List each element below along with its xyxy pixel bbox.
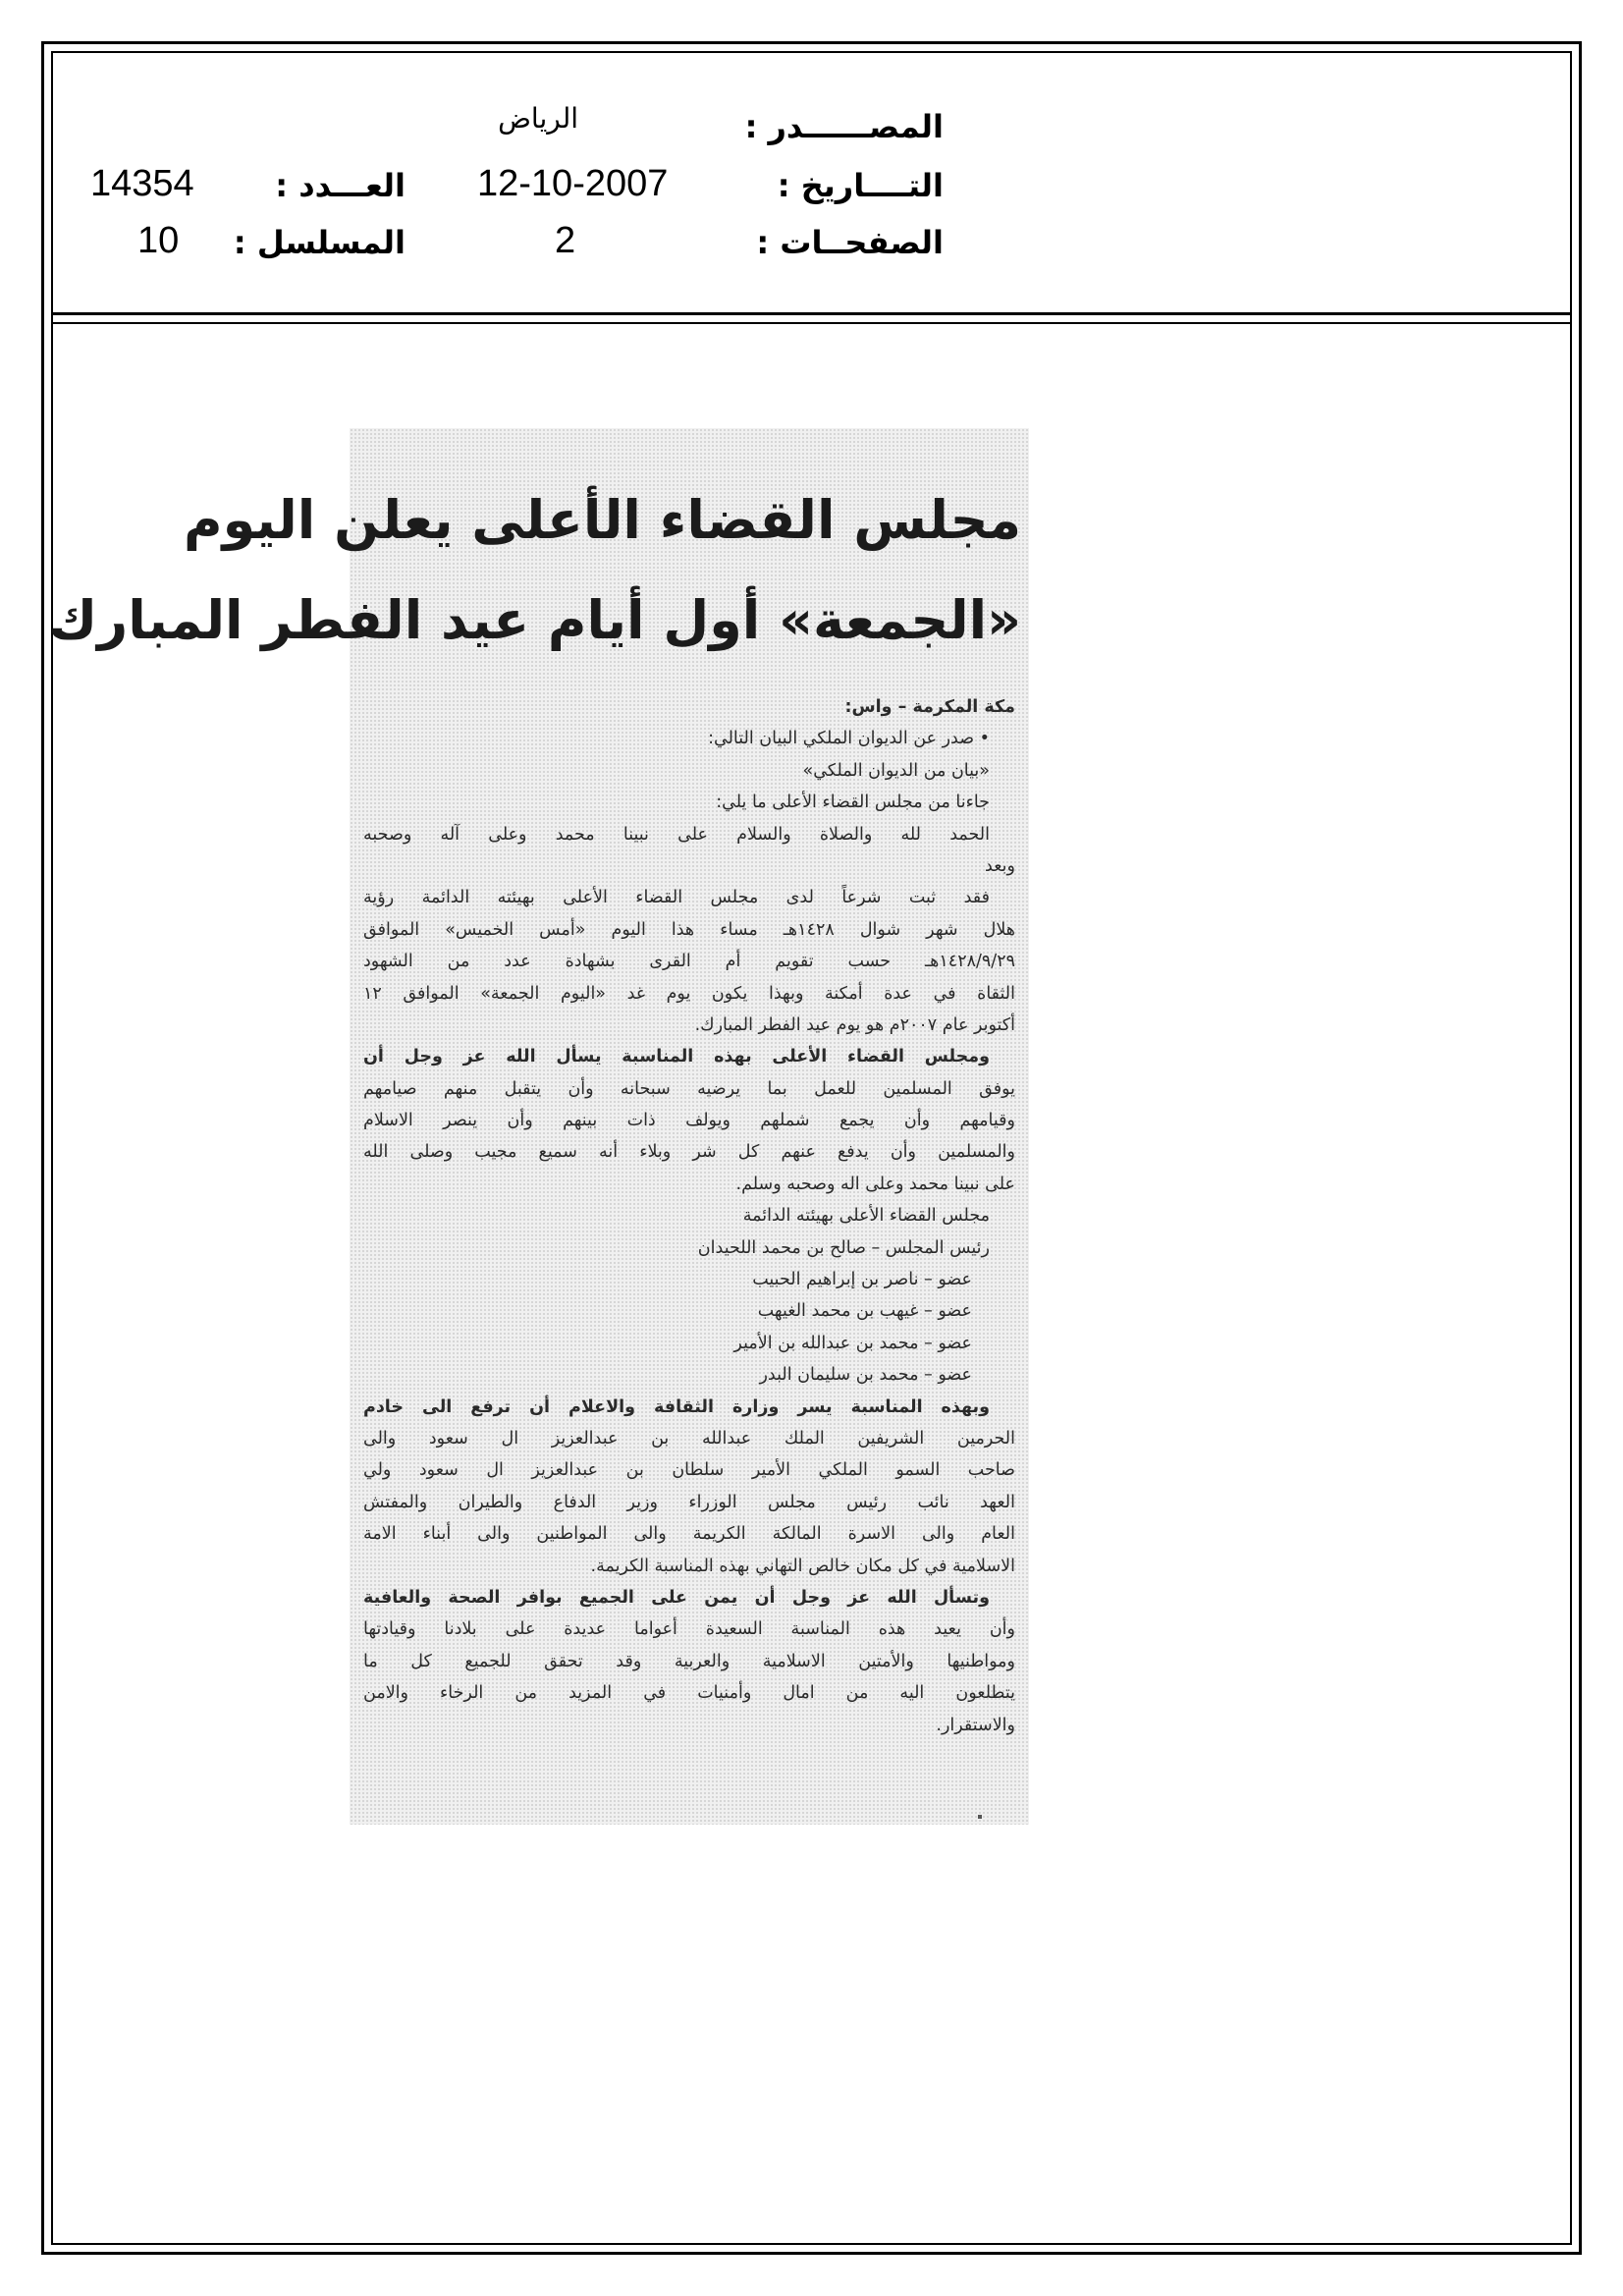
article-line: والمسلمين وأن يدفع عنهم كل شر وبلاء أنه سميع مجيب وصلى الله [363, 1142, 1015, 1163]
article-line: عضو – ناصر بن إبراهيم الحبيب [752, 1270, 972, 1290]
article-line: «بيان من الديوان الملكي» [802, 760, 990, 781]
article-line: هلال شهر شوال ١٤٢٨هـ مساء هذا اليوم «أمس الخميس» الموافق [363, 919, 1015, 940]
serial-label: المسلسل : [233, 224, 406, 261]
article-line: • صدر عن الديوان الملكي البيان التالي: [708, 729, 990, 749]
article-line: مكة المكرمة – واس: [844, 697, 1015, 717]
article-line: عضو – محمد بن سليمان البدر [759, 1365, 972, 1386]
article-line: فقد ثبت شرعاً لدى مجلس القضاء الأعلى بهيئته الدائمة رؤية [363, 888, 990, 908]
article-line: أكتوبر عام ٢٠٠٧م هو يوم عيد الفطر المبارك. [694, 1014, 1015, 1035]
article-line: على نبينا محمد وعلى اله وصحبه وسلم. [735, 1174, 1015, 1194]
article-line: العهد نائب رئيس مجلس الوزراء وزير الدفاع والطيران والمفتش [363, 1492, 1015, 1512]
source-label: المصــــــدر : [744, 108, 944, 145]
scan-speck [978, 1815, 982, 1819]
article-line: الحمد لله والصلاة والسلام على نبينا محمد وعلى آله وصحبه [363, 824, 990, 845]
headline-line-2: «الجمعة» أول أيام عيد الفطر المبارك [48, 589, 1021, 651]
article-line: وأن يعيد هذه المناسبة السعيدة أعواما عديدة على بلادنا وقيادتها [363, 1619, 1015, 1640]
date-label: التــــاريخ : [777, 167, 944, 204]
serial-value: 10 [137, 220, 180, 261]
article-line: والاستقرار. [936, 1715, 1015, 1735]
article-line: ١٤٢٨/٩/٢٩هـ حسب تقويم أم القرى بشهادة عدد من الشهود [363, 952, 1015, 972]
pages-value: 2 [555, 220, 576, 261]
article-line: وبعد [985, 855, 1015, 876]
newspaper-clipping [48, 428, 1029, 1825]
article-line: الثقاة في عدة أمكنة وبهذا يكون يوم غد «اليوم الجمعة» الموافق ١٢ [363, 983, 1015, 1004]
issue-label: العـــدد : [275, 167, 406, 204]
header-divider [51, 312, 1572, 315]
article-line: الحرمين الشريفين الملك عبدالله بن عبدالعزيز ال سعود والى [363, 1428, 1015, 1449]
article-line: ومجلس القضاء الأعلى بهذه المناسبة يسأل الله عز وجل أن [363, 1047, 990, 1067]
article-line: وقيامهم وأن يجمع شملهم ويولف ذات بينهم وأن ينصر الاسلام [363, 1111, 1015, 1131]
article-line: جاءنا من مجلس القضاء الأعلى ما يلي: [716, 793, 990, 813]
article-body [363, 691, 1015, 1741]
date-value: 12-10-2007 [477, 163, 669, 204]
article-line: مجلس القضاء الأعلى بهيئته الدائمة [742, 1206, 990, 1227]
headline-line-1: مجلس القضاء الأعلى يعلن اليوم [184, 489, 1021, 551]
article-line: رئيس المجلس – صالح بن محمد اللحيدان [697, 1237, 990, 1258]
article-line: يتطلعون اليه من امال وأمنيات في المزيد من الرخاء والامن [363, 1683, 1015, 1704]
article-line: يوفق المسلمين للعمل بما يرضيه سبحانه وأن يتقبل منهم صيامهم [363, 1078, 1015, 1099]
pages-label: الصفحــات : [756, 224, 944, 261]
article-line: العام والى الاسرة المالكة الكريمة والى المواطنين والى أبناء الامة [363, 1524, 1015, 1545]
article-line: ومواطنيها والأمتين الاسلامية والعربية وقد تحقق للجميع كل ما [363, 1651, 1015, 1671]
source-value: الرياض [498, 102, 578, 135]
issue-value: 14354 [90, 163, 194, 204]
article-line: وبهذه المناسبة يسر وزارة الثقافة والاعلام أن ترفع الى خادم [363, 1396, 990, 1417]
header-divider-inner [51, 322, 1572, 324]
article-line: صاحب السمو الملكي الأمير سلطان بن عبدالعزيز ال سعود ولي [363, 1460, 1015, 1481]
article-line: وتسأل الله عز وجل أن يمن على الجميع بوافر الصحة والعافية [363, 1587, 990, 1608]
article-line: عضو – محمد بن عبدالله بن الأمير [733, 1333, 972, 1353]
article-line: الاسلامية في كل مكان خالص التهاني بهذه المناسبة الكريمة. [590, 1556, 1015, 1576]
article-line: عضو – غيهب بن محمد الغيهب [757, 1301, 972, 1322]
